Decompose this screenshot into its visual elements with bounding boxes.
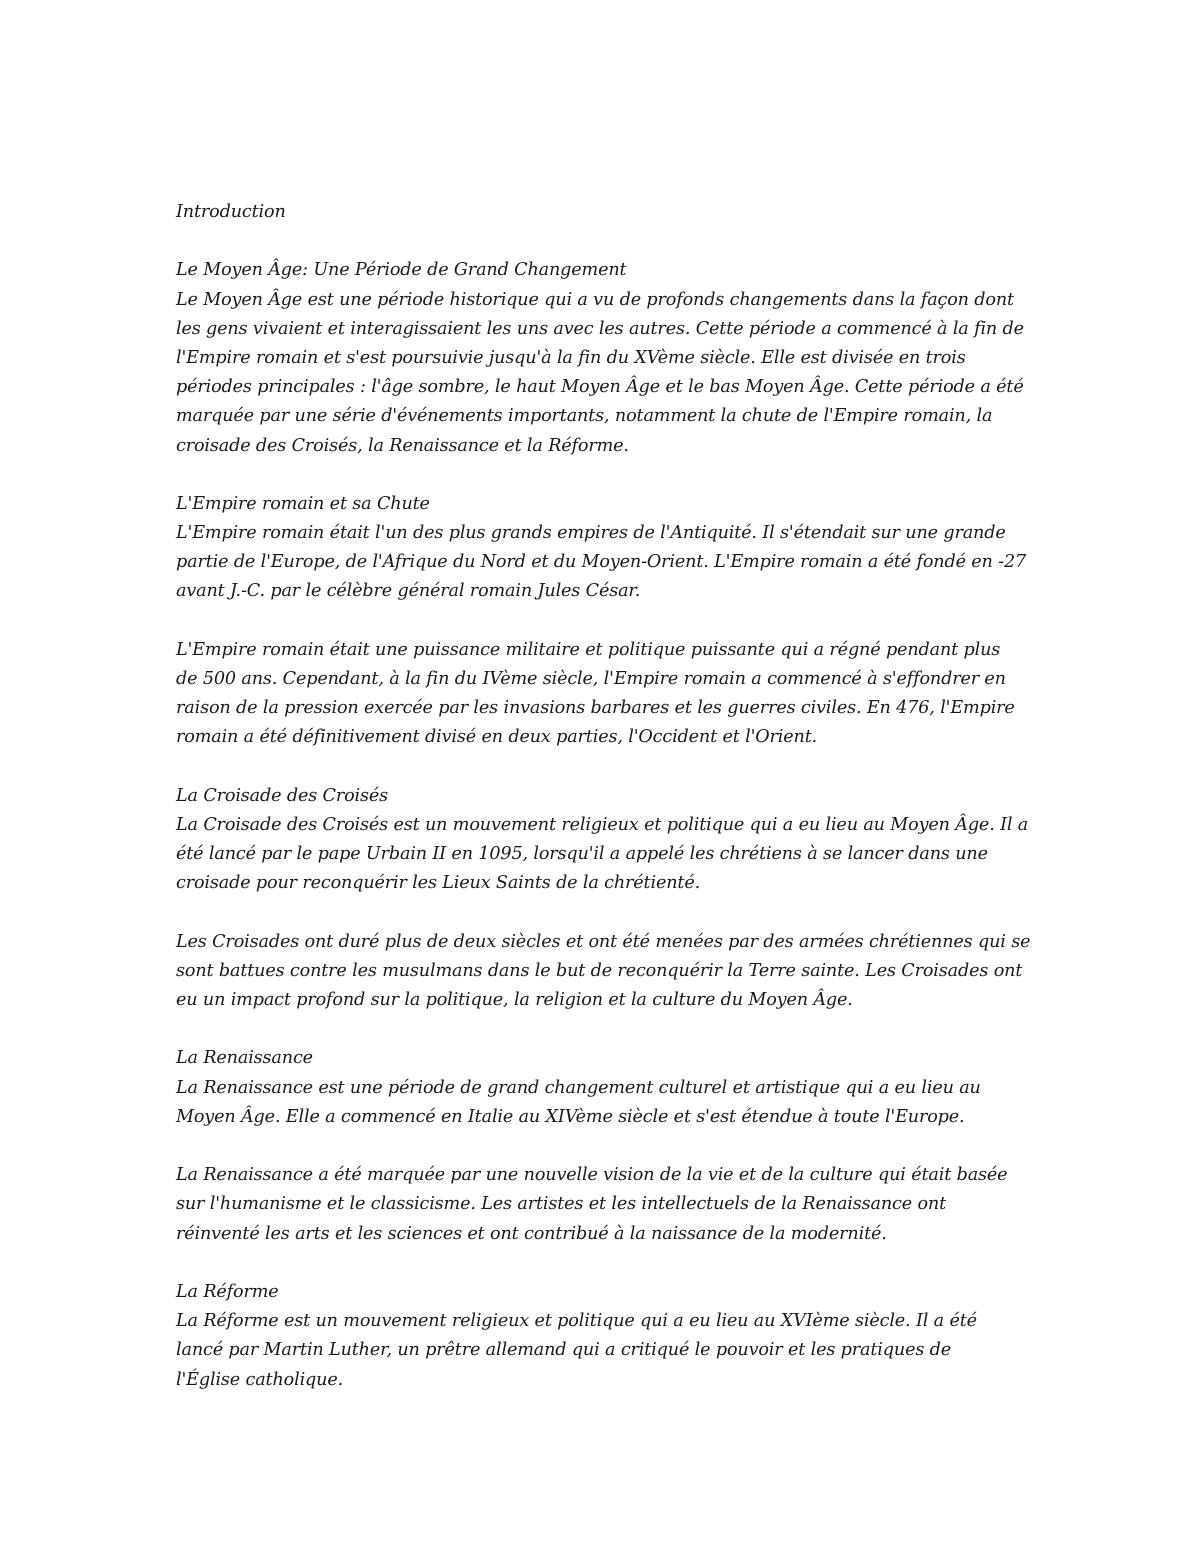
reforme-section [176,1278,1036,1395]
text-line: Le Moyen Âge est une période historique qui a vu de profonds changements dans la façon dont [176,289,1014,310]
section-heading: La Réforme [176,1281,279,1302]
text-line: croisade pour reconquérir les Lieux Saints de la chrétienté. [176,873,701,894]
text-line: été lancé par le pape Urbain II en 1095, lorsqu'il a appelé les chrétiens à se lancer dans une [176,844,988,865]
text-line: Introduction [176,202,286,222]
moyen-age-section [176,256,1036,460]
text-line: L'Empire romain était l'un des plus grands empires de l'Antiquité. Il s'étendait sur une grande [176,523,1006,544]
empire-section [176,490,1036,607]
text-line: avant J.-C. par le célèbre général romain Jules César. [176,581,641,602]
croisade-section [176,782,1036,899]
text-line: Les Croisades ont duré plus de deux siècles et ont été menées par des armées chrétiennes qui se [176,931,1031,952]
text-line: romain a été définitivement divisé en deux parties, l'Occident et l'Orient. [176,727,818,748]
text-line: eu un impact profond sur la politique, la religion et la culture du Moyen Âge. [176,990,853,1011]
paragraph-gap [176,1015,1036,1044]
paragraph-gap [176,607,1036,636]
text-line: raison de la pression exercée par les invasions barbares et les guerres civiles. En 476, l'Empire [176,698,1015,719]
text-line: L'Empire romain était une puissance militaire et politique puissante qui a régné pendant plus [176,639,1001,660]
text-line: La Renaissance a été marquée par une nouvelle vision de la vie et de la culture qui était basée [176,1165,1008,1186]
text-line: lancé par Martin Luther, un prêtre allemand qui a critiqué le pouvoir et les pratiques de [176,1340,952,1361]
text-line: Moyen Âge. Elle a commencé en Italie au XIVème siècle et s'est étendue à toute l'Europe. [176,1106,965,1127]
text-line: La Croisade des Croisés est un mouvement religieux et politique qui a eu lieu au Moyen Âge. Il a [176,814,1029,835]
text-line: sont battues contre les musulmans dans le but de reconquérir la Terre sainte. Les Croisades ont [176,960,1023,981]
text-line: sur l'humanisme et le classicisme. Les artistes et les intellectuels de la Renaissance ont [176,1194,946,1215]
renaissance-paragraph-2 [176,1161,1036,1249]
empire-paragraph-2 [176,636,1036,753]
section-heading: La Croisade des Croisés [176,785,389,806]
paragraph-gap [176,1249,1036,1278]
text-line: réinventé les arts et les sciences et ont contribué à la naissance de la modernité. [176,1223,887,1244]
intro-heading [176,198,1036,227]
paragraph-gap [176,461,1036,490]
section-heading: La Renaissance [176,1048,313,1069]
paragraph-gap [176,899,1036,928]
text-line: les gens vivaient et interagissaient les uns avec les autres. Cette période a commencé à la fin de [176,318,1024,339]
text-line: partie de l'Europe, de l'Afrique du Nord et du Moyen-Orient. L'Empire romain a été fondé en -27 [176,552,1027,573]
text-line: La Renaissance est une période de grand changement culturel et artistique qui a eu lieu au [176,1077,981,1098]
section-heading: L'Empire romain et sa Chute [176,493,430,514]
text-line: La Réforme est un mouvement religieux et politique qui a eu lieu au XVIème siècle. Il a été [176,1311,977,1332]
paragraph-gap [176,1132,1036,1161]
text-line: marquée par une série d'événements importants, notamment la chute de l'Empire romain, la [176,406,993,427]
document-page [176,198,1036,1395]
text-line: l'Empire romain et s'est poursuivie jusqu'à la fin du XVème siècle. Elle est divisée en trois [176,347,966,368]
text-line: de 500 ans. Cependant, à la fin du IVème siècle, l'Empire romain a commencé à s'effondrer en [176,669,1006,689]
section-heading: Le Moyen Âge: Une Période de Grand Changement [176,260,627,281]
text-line: l'Église catholique. [176,1369,344,1390]
croisade-paragraph-2 [176,928,1036,1016]
paragraph-gap [176,227,1036,256]
paragraph-gap [176,753,1036,782]
renaissance-section [176,1044,1036,1132]
text-line: croisade des Croisés, la Renaissance et la Réforme. [176,435,629,456]
text-line: périodes principales : l'âge sombre, le haut Moyen Âge et le bas Moyen Âge. Cette période a été [176,377,1024,398]
